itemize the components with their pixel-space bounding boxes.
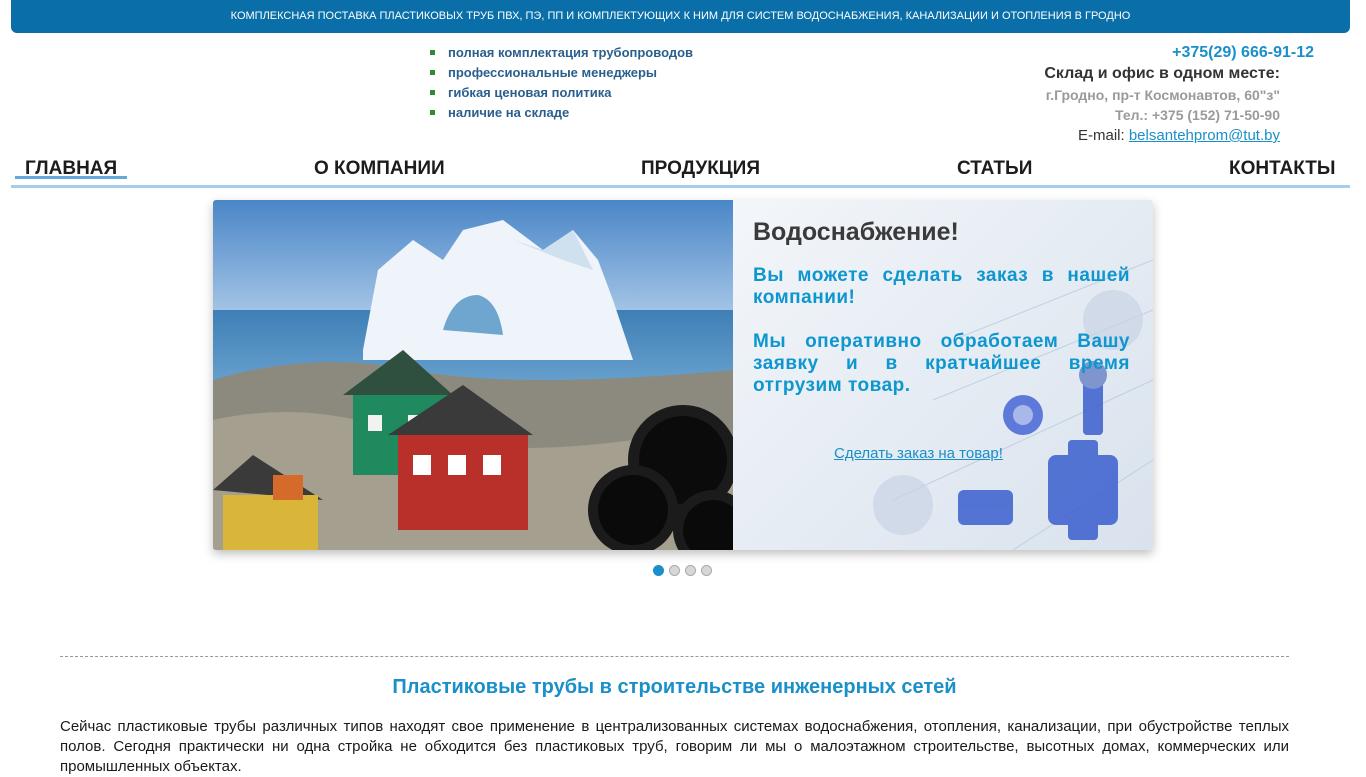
greenland-houses-pipes-image [213,200,733,550]
warehouse-heading: Склад и офис в одном месте: [1044,65,1280,82]
slider-dot[interactable] [669,565,680,576]
slider-dot[interactable] [685,565,696,576]
contact-block [1044,44,1280,144]
nav-item-contacts[interactable]: КОНТАКТЫ [1229,158,1336,179]
address-text: г.Гродно, пр-т Космонавтов, 60"з" [1045,87,1280,103]
nav-item-home[interactable]: ГЛАВНАЯ [15,158,127,179]
email-label: E-mail: [1078,127,1125,144]
square-bullet-icon [430,70,435,75]
square-bullet-icon [430,90,435,95]
email-link[interactable]: belsantehprom@tut.by [1128,127,1280,144]
slide-photo [213,200,733,550]
feature-item [430,84,693,104]
feature-label: гибкая ценовая политика [448,85,612,100]
feature-label: профессиональные менеджеры [448,65,658,80]
square-bullet-icon [430,50,435,55]
feature-label: полная комплектация трубопроводов [448,45,694,60]
main-navigation [11,156,1350,188]
nav-item-products[interactable]: ПРОДУКЦИЯ [641,158,760,179]
office-phone: Тел.: +375 (152) 71-50-90 [1114,107,1280,123]
feature-list [430,44,693,124]
main-phone[interactable]: +375(29) 666-91-12 [1172,44,1314,61]
slider-dot[interactable] [701,565,712,576]
nav-item-articles[interactable]: СТАТЬИ [957,158,1033,179]
email-row [1044,127,1280,144]
article-body: Сейчас пластиковые трубы различных типов находят свое применение в централизованных системах водоснабжения, отопления, канализации, при обустройстве теплых полов. Сегодня практически ни одна стройка не обходится без пластиковых труб, говорим ли мы о малоэтажном строительстве, высотных домах, коммерческих или промышленных объектах. [60,718,1289,775]
square-bullet-icon [430,110,435,115]
feature-item [430,104,693,124]
article-title: Пластиковые трубы в строительстве инженерных сетей [392,676,957,698]
top-banner [11,0,1350,33]
section-divider [60,656,1289,657]
feature-item [430,44,693,64]
nav-item-about[interactable]: О КОМПАНИИ [314,158,445,179]
slider-pagination [653,565,712,576]
feature-item [430,64,693,84]
slider-dot[interactable] [653,565,664,576]
order-link[interactable]: Сделать заказ на товар! [834,445,1003,462]
promo-slider [213,200,1153,550]
slide-paragraph: Мы оперативно обработаем Вашу заявку и в кратчайшее время отгрузим товар. [753,331,1130,396]
slide-title: Водоснабжение! [753,218,959,246]
slide-content [733,200,1153,550]
slide-paragraph: Вы можете сделать заказ в нашей компании! [753,265,1130,308]
feature-label: наличие на складе [448,105,570,120]
banner-text: КОМПЛЕКСНАЯ ПОСТАВКА ПЛАСТИКОВЫХ ТРУБ ПВХ, ПЭ, ПП И КОМПЛЕКТУЮЩИХ К НИМ ДЛЯ СИСТЕМ ВОДОСНАБЖЕНИЯ, КАНАЛИЗАЦИИ И ОТОПЛЕНИЯ В ГРОДНО [230,10,1131,22]
